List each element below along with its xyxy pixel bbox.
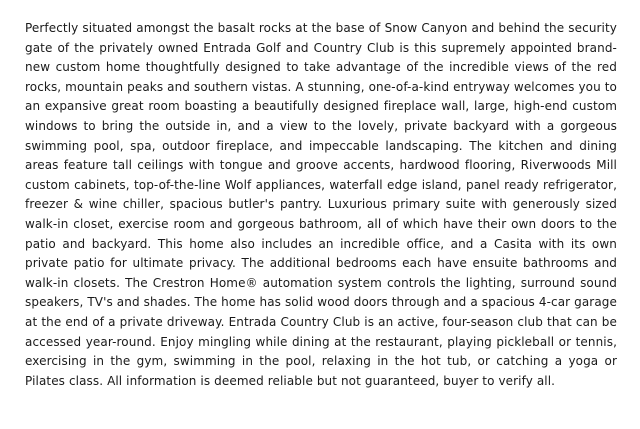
listing-description: Perfectly situated amongst the basalt rocks at the base of Snow Canyon and behind the security gate of the privately owned Entrada Golf and Country Club is this supremely appointed brand-new custom home thoughtfully designed to take advantage of the incredible views of the red rocks, mountain peaks and southern vistas. A stunning, one-of-a-kind entryway welcomes you to an expansive great room boasting a beautifully designed fireplace wall, large, high-end custom windows to bring the outside in, and a view to the lovely, private backyard with a gorgeous swimming pool, spa, outdoor fireplace, and impeccable landscaping. The kitchen and dining areas feature tall ceilings with tongue and groove accents, hardwood flooring, Riverwoods Mill custom cabinets, top-of-the-line Wolf appliances, waterfall edge island, panel ready refrigerator, freezer & wine chiller, spacious butler's pantry. Luxurious primary suite with generously sized walk-in closet, exercise room and gorgeous bathroom, all of which have their own doors to the patio and backyard. This home also includes an incredible office, and a Casita with its own private patio for ultimate privacy. The additional bedrooms each have ensuite bathrooms and walk-in closets. The Crestron Home® automation system controls the lighting, surround sound speakers, TV's and shades. The home has solid wood doors through and a spacious 4-car garage at the end of a private driveway. Entrada Country Club is an active, four-season club that can be accessed year-round. Enjoy mingling while dining at the restaurant, playing pickleball or tennis, exercising in the gym, swimming in the pool, relaxing in the hot tub, or catching a yoga or Pilates class. All information is deemed reliable but not guaranteed, buyer to verify all. (25, 21, 617, 388)
